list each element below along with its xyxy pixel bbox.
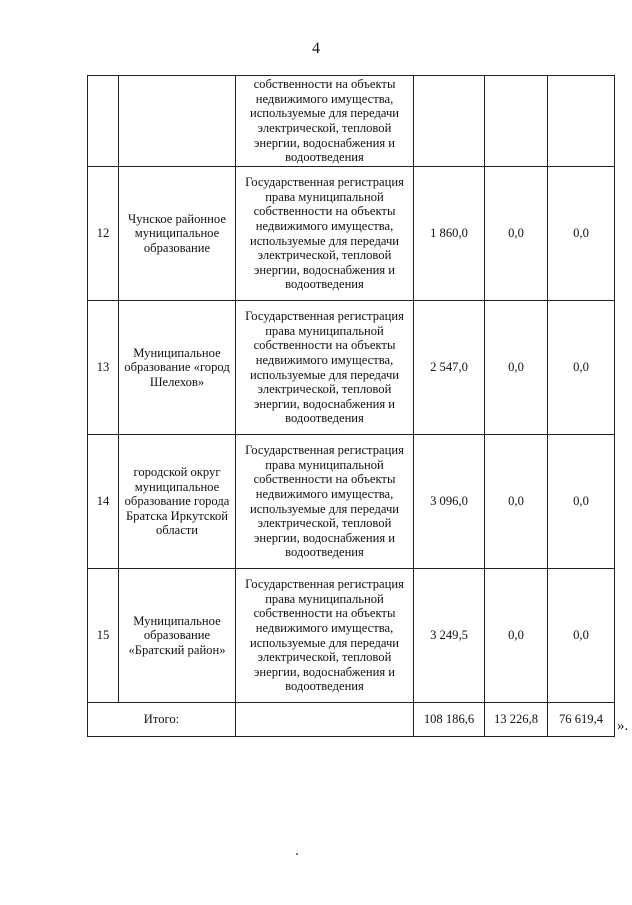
scan-speck (296, 853, 298, 855)
total-amount-col-2: 13 226,8 (485, 703, 548, 737)
row-number: 12 (88, 167, 119, 301)
table-row (88, 435, 615, 569)
table-row (88, 167, 615, 301)
amount-col-3 (548, 76, 615, 167)
amount-col-1: 3 249,5 (414, 569, 485, 703)
amount-col-2: 0,0 (485, 167, 548, 301)
page-number: 4 (312, 40, 320, 57)
total-label: Итого: (88, 703, 236, 737)
table-row (88, 76, 615, 167)
municipality-name: Чунское районное муниципальное образование (119, 167, 236, 301)
amount-col-2 (485, 76, 548, 167)
amount-col-3: 0,0 (548, 435, 615, 569)
purpose-description: собственности на объекты недвижимого имущества, используемые для передачи электрической, тепловой энергии, водоснабжения и водоотведения (236, 76, 414, 167)
amount-col-1 (414, 76, 485, 167)
row-number: 14 (88, 435, 119, 569)
amount-col-2: 0,0 (485, 301, 548, 435)
municipality-name (119, 76, 236, 167)
total-amount-col-3: 76 619,4 (548, 703, 615, 737)
purpose-description: Государственная регистрация права муниципальной собственности на объекты недвижимого имущества, используемые для передачи электрической, тепловой энергии, водоснабжения и водоотведения (236, 301, 414, 435)
subsidy-table (87, 75, 615, 737)
total-empty-cell (236, 703, 414, 737)
municipality-name: Муниципальное образование «Братский район» (119, 569, 236, 703)
amount-col-1: 2 547,0 (414, 301, 485, 435)
row-number: 15 (88, 569, 119, 703)
total-row (88, 703, 615, 737)
closing-quote: ». (617, 718, 629, 734)
municipality-name: городской округ муниципальное образование города Братска Иркутской области (119, 435, 236, 569)
amount-col-3: 0,0 (548, 301, 615, 435)
amount-col-3: 0,0 (548, 167, 615, 301)
row-number: 13 (88, 301, 119, 435)
purpose-description: Государственная регистрация права муниципальной собственности на объекты недвижимого имущества, используемые для передачи электрической, тепловой энергии, водоснабжения и водоотведения (236, 167, 414, 301)
total-amount-col-1: 108 186,6 (414, 703, 485, 737)
purpose-description: Государственная регистрация права муниципальной собственности на объекты недвижимого имущества, используемые для передачи электрической, тепловой энергии, водоснабжения и водоотведения (236, 569, 414, 703)
amount-col-1: 3 096,0 (414, 435, 485, 569)
table-row (88, 301, 615, 435)
amount-col-2: 0,0 (485, 569, 548, 703)
amount-col-2: 0,0 (485, 435, 548, 569)
amount-col-3: 0,0 (548, 569, 615, 703)
municipality-name: Муниципальное образование «город Шелехов» (119, 301, 236, 435)
purpose-description: Государственная регистрация права муниципальной собственности на объекты недвижимого имущества, используемые для передачи электрической, тепловой энергии, водоснабжения и водоотведения (236, 435, 414, 569)
table-row (88, 569, 615, 703)
amount-col-1: 1 860,0 (414, 167, 485, 301)
row-number (88, 76, 119, 167)
